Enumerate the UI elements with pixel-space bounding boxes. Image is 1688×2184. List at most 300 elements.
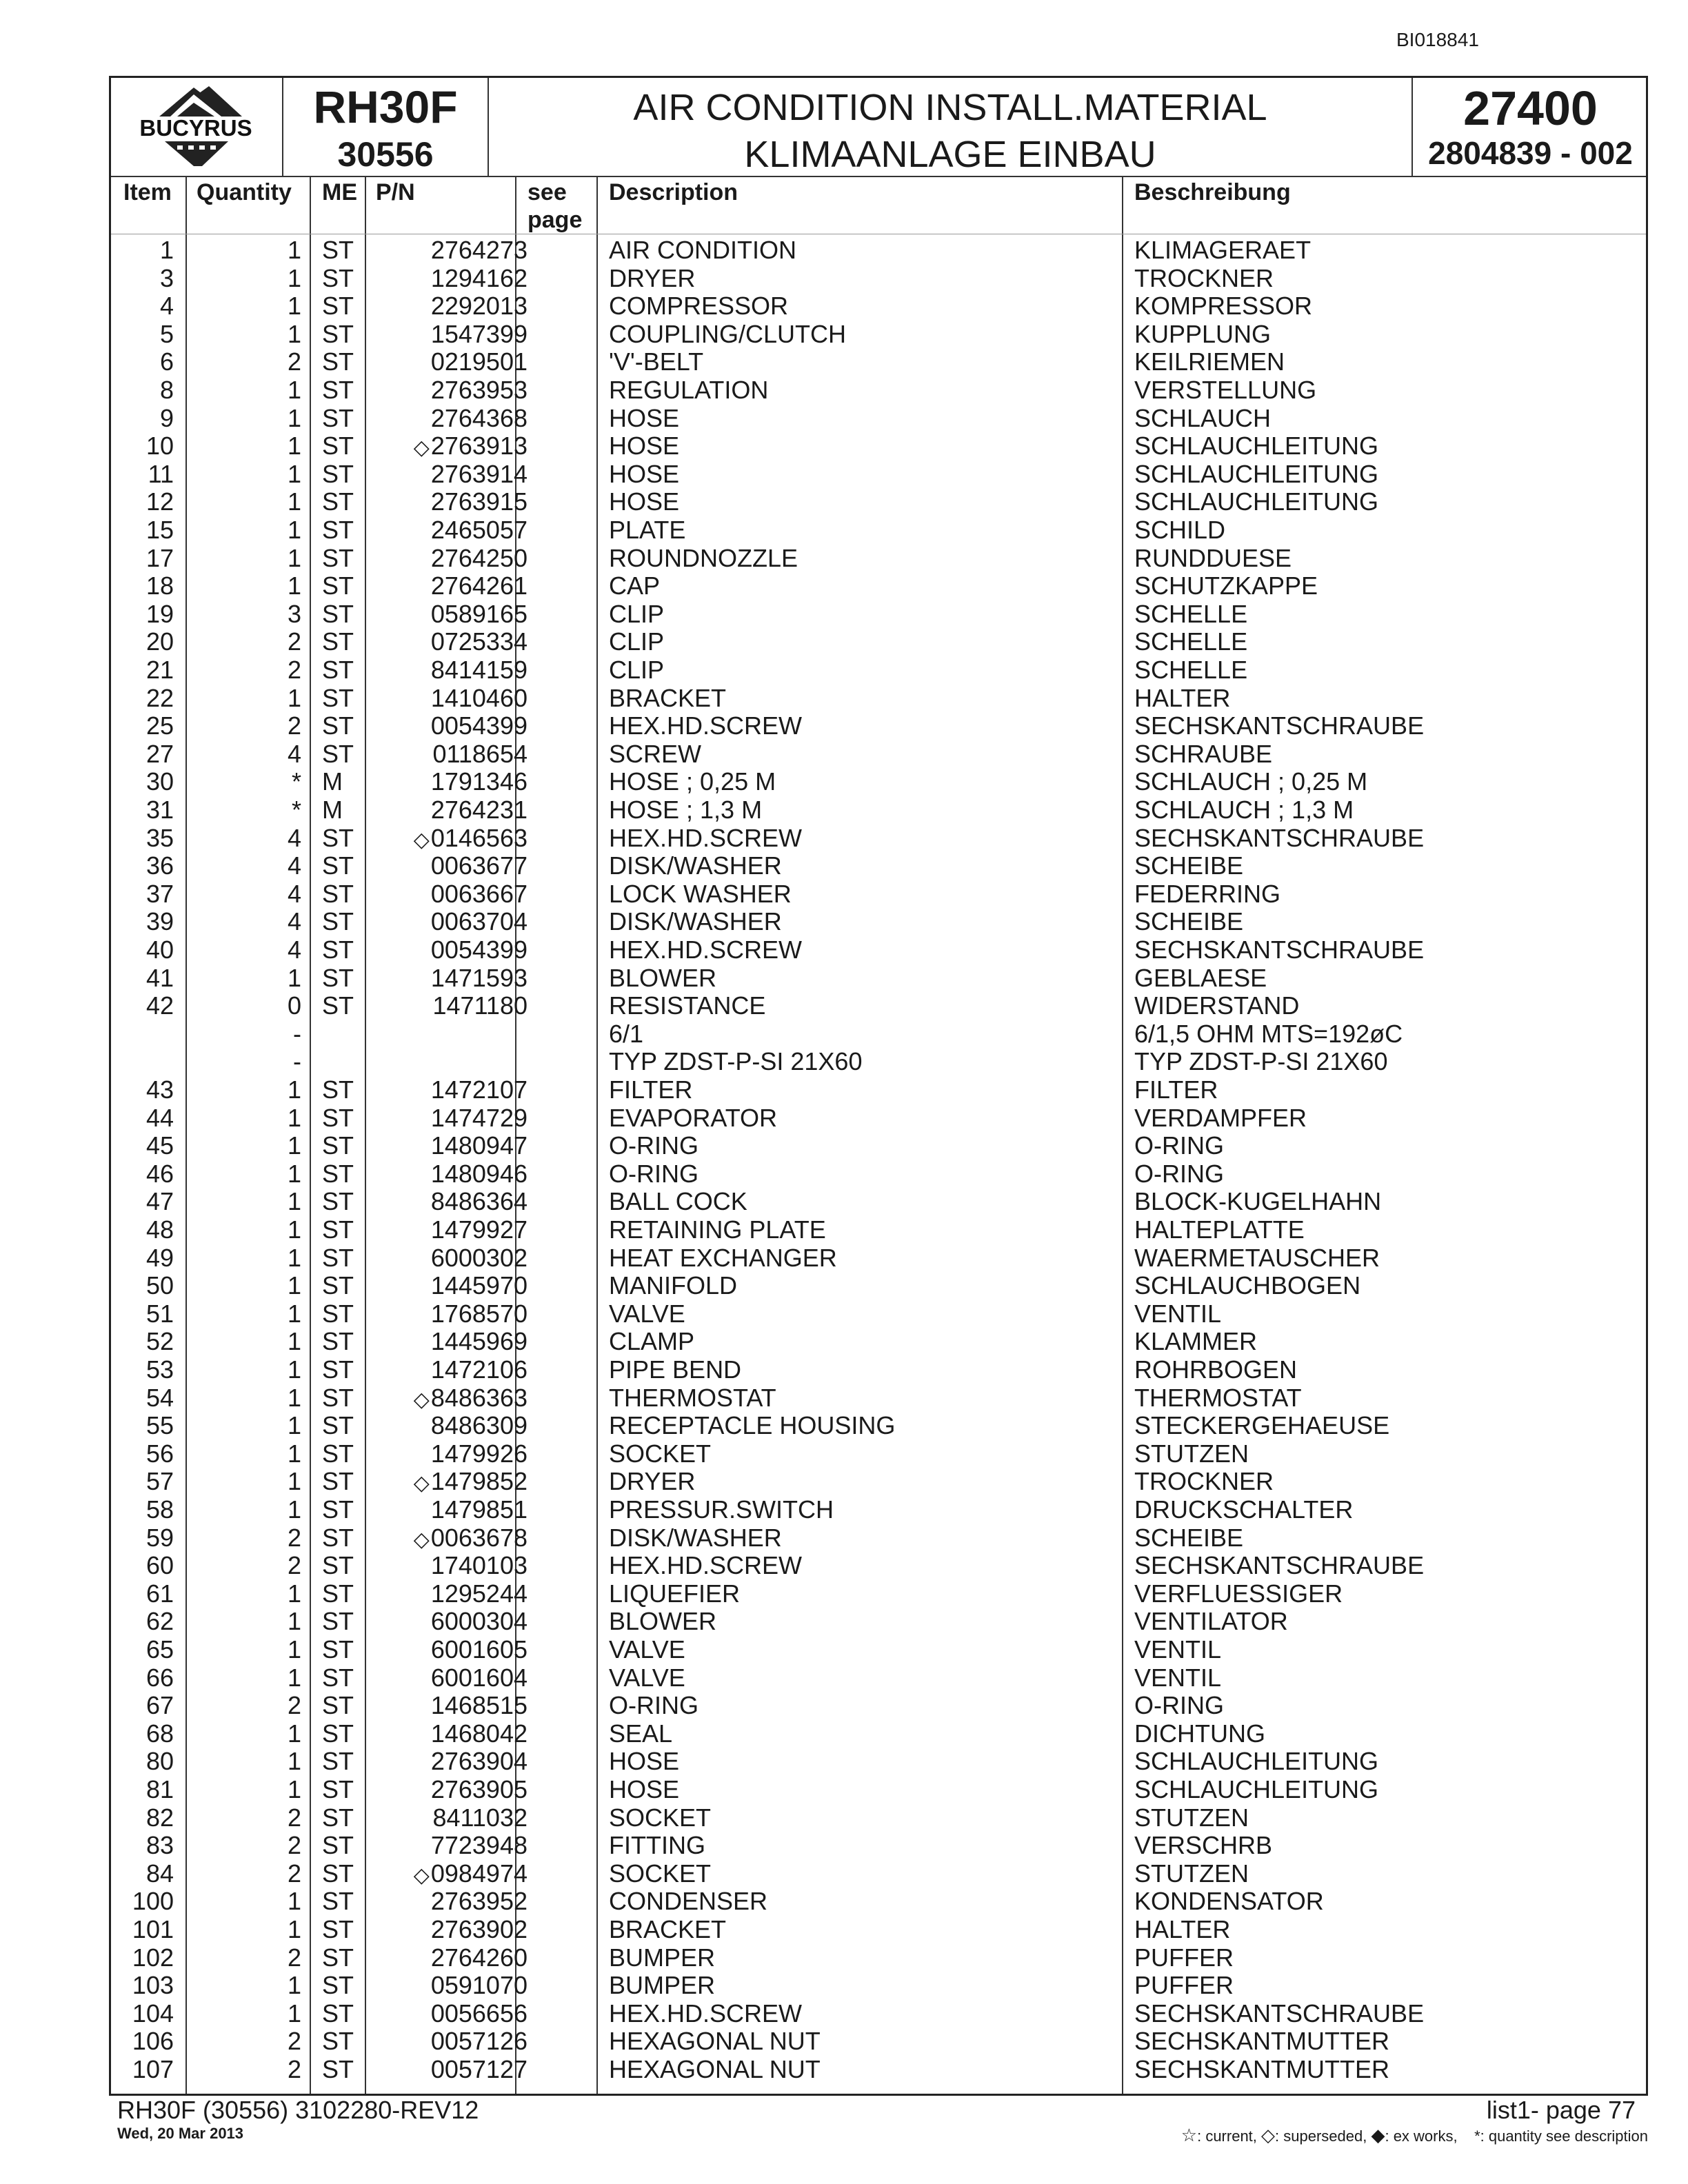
bucyrus-logo-icon xyxy=(111,78,281,173)
part-number-value: 2764260 xyxy=(430,1943,528,1972)
beschreibung-cell: ROHRBOGEN xyxy=(1134,1355,1298,1384)
description-cell: PLATE xyxy=(609,516,686,544)
part-number-cell xyxy=(431,1496,528,1524)
part-number-cell xyxy=(431,488,528,516)
part-number-value: 8486309 xyxy=(430,1411,528,1440)
me-cell: ST xyxy=(322,263,354,292)
part-number-value: 6000304 xyxy=(430,1607,528,1636)
table-row xyxy=(111,2056,1646,2084)
part-number-cell xyxy=(431,348,528,376)
part-number-value: 2465057 xyxy=(430,516,528,544)
part-number-value: 1468042 xyxy=(430,1719,528,1748)
part-number-cell xyxy=(431,2056,528,2084)
me-cell: ST xyxy=(322,683,354,712)
quantity-cell: 1 xyxy=(287,1103,301,1132)
part-number-cell xyxy=(431,1832,528,1860)
item-cell: 68 xyxy=(145,1719,174,1748)
part-number-cell xyxy=(431,1412,528,1440)
part-number-cell xyxy=(431,1636,528,1664)
me-cell: ST xyxy=(322,1859,354,1888)
table-row xyxy=(111,825,1646,853)
table-row xyxy=(111,545,1646,573)
part-number-cell xyxy=(431,1272,528,1300)
me-cell: ST xyxy=(322,1411,354,1440)
part-number-cell xyxy=(431,1776,528,1804)
me-cell: ST xyxy=(322,572,354,600)
part-number-cell xyxy=(431,852,528,880)
description-cell: BRACKET xyxy=(609,683,727,712)
table-row xyxy=(111,1804,1646,1832)
me-cell: ST xyxy=(322,1775,354,1803)
table-row xyxy=(111,1552,1646,1580)
beschreibung-cell: 6/1,5 OHM MTS=192øC xyxy=(1134,1019,1403,1048)
quantity-cell: 1 xyxy=(287,292,301,321)
superseded-diamond-icon: ◇ xyxy=(413,436,430,460)
description-cell: 'V'-BELT xyxy=(609,347,704,376)
beschreibung-cell: SECHSKANTSCHRAUBE xyxy=(1134,823,1425,852)
part-number-value: 2763952 xyxy=(430,1887,528,1916)
me-cell: ST xyxy=(322,1635,354,1664)
item-cell: 80 xyxy=(145,1747,174,1776)
part-number-value: 0057127 xyxy=(430,2055,528,2083)
description-cell: ROUNDNOZZLE xyxy=(609,543,798,572)
description-cell: HOSE ; 1,3 M xyxy=(609,796,763,824)
part-number-cell xyxy=(431,908,528,936)
me-cell: ST xyxy=(322,823,354,852)
me-cell: ST xyxy=(322,1103,354,1132)
table-row xyxy=(111,656,1646,685)
quantity-cell: 2 xyxy=(287,2027,301,2056)
item-cell: 37 xyxy=(145,879,174,908)
part-number-cell xyxy=(431,1440,528,1468)
column-headers xyxy=(111,176,1646,234)
me-cell: ST xyxy=(322,936,354,964)
item-cell: 53 xyxy=(145,1355,174,1384)
beschreibung-cell: SECHSKANTSCHRAUBE xyxy=(1134,1551,1425,1580)
me-cell: ST xyxy=(322,292,354,321)
description-cell: HEAT EXCHANGER xyxy=(609,1243,837,1272)
superseded-diamond-icon: ◇ xyxy=(413,1388,430,1411)
item-cell: 40 xyxy=(145,936,174,964)
table-row xyxy=(111,1832,1646,1860)
table-row xyxy=(111,1132,1646,1160)
part-number-value: 1295244 xyxy=(430,1579,528,1608)
part-number-value: 2764231 xyxy=(430,796,528,824)
quantity-cell: 1 xyxy=(287,319,301,348)
beschreibung-cell: SECHSKANTMUTTER xyxy=(1134,2027,1390,2056)
item-cell: 15 xyxy=(145,516,174,544)
part-number-value: 2763904 xyxy=(430,1747,528,1776)
table-row xyxy=(111,461,1646,489)
part-number-value: 8414159 xyxy=(430,656,528,684)
table-row xyxy=(111,1972,1646,2000)
table-row xyxy=(111,1916,1646,1944)
group-number: 27400 xyxy=(1463,81,1598,135)
superseded-diamond-icon: ◇ xyxy=(413,1863,430,1887)
part-number-value: 1479926 xyxy=(430,1439,528,1468)
part-number-value: 1480946 xyxy=(430,1159,528,1188)
part-number-value: 1791346 xyxy=(430,767,528,796)
part-number-value: 0063667 xyxy=(430,879,528,908)
beschreibung-cell: VENTIL xyxy=(1134,1663,1222,1692)
item-cell: 9 xyxy=(159,403,174,432)
quantity-cell: 1 xyxy=(287,572,301,600)
quantity-cell: 4 xyxy=(287,739,301,768)
item-cell: 12 xyxy=(145,487,174,516)
table-row xyxy=(111,348,1646,376)
me-cell: ST xyxy=(322,347,354,376)
me-cell: ST xyxy=(322,1523,354,1552)
quantity-cell: 1 xyxy=(287,1635,301,1664)
item-cell: 42 xyxy=(145,991,174,1020)
me-cell: M xyxy=(322,796,343,824)
item-cell: 56 xyxy=(145,1439,174,1468)
beschreibung-cell: SCHLAUCHLEITUNG xyxy=(1134,487,1379,516)
description-cell: HOSE xyxy=(609,1747,680,1776)
quantity-cell: 1 xyxy=(287,683,301,712)
part-number-value: 1480947 xyxy=(430,1131,528,1160)
quantity-cell: 1 xyxy=(287,1215,301,1244)
beschreibung-cell: WAERMETAUSCHER xyxy=(1134,1243,1380,1272)
table-row xyxy=(111,292,1646,321)
header-see-page xyxy=(528,179,582,234)
me-cell: ST xyxy=(322,1579,354,1608)
description-cell: REGULATION xyxy=(609,376,769,404)
me-cell: ST xyxy=(322,1243,354,1272)
item-cell: 67 xyxy=(145,1691,174,1720)
description-cell: HEXAGONAL NUT xyxy=(609,2027,821,2056)
item-cell: 55 xyxy=(145,1411,174,1440)
quantity-cell: 2 xyxy=(287,1551,301,1580)
description-cell: DISK/WASHER xyxy=(609,1523,782,1552)
part-number-cell xyxy=(431,1664,528,1692)
superseded-diamond-icon: ◇ xyxy=(413,1528,430,1551)
superseded-diamond-icon: ◇ xyxy=(413,1472,430,1495)
diamond-filled-icon: ◆ xyxy=(1371,2125,1385,2145)
description-cell: PRESSUR.SWITCH xyxy=(609,1495,834,1524)
me-cell: ST xyxy=(322,487,354,516)
me-cell: ST xyxy=(322,1439,354,1468)
quantity-cell: 4 xyxy=(287,936,301,964)
table-row xyxy=(111,685,1646,713)
item-cell: 39 xyxy=(145,907,174,936)
item-cell: 18 xyxy=(145,572,174,600)
beschreibung-cell: SECHSKANTSCHRAUBE xyxy=(1134,936,1425,964)
description-cell: HOSE xyxy=(609,432,680,461)
me-cell: ST xyxy=(322,1495,354,1524)
description-cell: BLOWER xyxy=(609,963,717,992)
description-cell: HOSE xyxy=(609,459,680,488)
header-item: Item xyxy=(123,179,172,205)
description-cell: HOSE xyxy=(609,487,680,516)
me-cell: ST xyxy=(322,459,354,488)
part-number-cell xyxy=(431,1720,528,1748)
item-cell: 84 xyxy=(145,1859,174,1888)
beschreibung-cell: HALTEPLATTE xyxy=(1134,1215,1305,1244)
item-cell: 48 xyxy=(145,1215,174,1244)
legend-exworks: : ex works, xyxy=(1385,2127,1458,2145)
quantity-cell: 1 xyxy=(287,1243,301,1272)
part-number-cell xyxy=(414,825,528,855)
table-row xyxy=(111,405,1646,433)
footer-page-number: list1- page 77 xyxy=(1486,2096,1636,2124)
description-cell: THERMOSTAT xyxy=(609,1383,776,1412)
description-cell: FILTER xyxy=(609,1075,693,1104)
me-cell: ST xyxy=(322,1887,354,1916)
part-number-value: 1445970 xyxy=(430,1271,528,1300)
description-cell: CLAMP xyxy=(609,1327,695,1356)
quantity-cell: 1 xyxy=(287,543,301,572)
table-row xyxy=(111,628,1646,656)
item-cell: 51 xyxy=(145,1299,174,1328)
table-row xyxy=(111,516,1646,545)
me-cell: ST xyxy=(322,1915,354,1943)
table-row xyxy=(111,1356,1646,1384)
part-number-value: 2763913 xyxy=(430,432,528,461)
item-cell: 17 xyxy=(145,543,174,572)
item-cell: 44 xyxy=(145,1103,174,1132)
quantity-cell: 1 xyxy=(287,487,301,516)
part-number-cell xyxy=(431,1552,528,1580)
beschreibung-cell: FEDERRING xyxy=(1134,879,1281,908)
description-cell: BUMPER xyxy=(609,1971,716,2000)
quantity-cell: 1 xyxy=(287,263,301,292)
beschreibung-cell: SCHLAUCHLEITUNG xyxy=(1134,1775,1379,1803)
table-row xyxy=(111,1104,1646,1133)
item-cell: 19 xyxy=(145,599,174,628)
part-number-cell xyxy=(431,656,528,685)
part-number-cell xyxy=(431,1244,528,1273)
part-number-value: 2764261 xyxy=(430,572,528,600)
drawing-number: 2804839 - 002 xyxy=(1428,135,1633,171)
part-number-value: 0725334 xyxy=(430,627,528,656)
part-number-cell xyxy=(431,1132,528,1160)
me-cell: ST xyxy=(322,2055,354,2083)
part-number-cell xyxy=(431,768,528,796)
part-number-value: 1740103 xyxy=(430,1551,528,1580)
table-row xyxy=(111,852,1646,880)
item-cell: 60 xyxy=(145,1551,174,1580)
table-row xyxy=(111,2000,1646,2028)
beschreibung-cell: SCHUTZKAPPE xyxy=(1134,572,1318,600)
description-cell: VALVE xyxy=(609,1663,685,1692)
item-cell: 107 xyxy=(132,2055,174,2083)
description-cell: COMPRESSOR xyxy=(609,292,789,321)
group-cell xyxy=(1413,78,1648,176)
part-number-value: 8486363 xyxy=(430,1383,528,1412)
quantity-cell: 1 xyxy=(287,1327,301,1356)
table-row xyxy=(111,1300,1646,1328)
part-number-value: 1294162 xyxy=(430,263,528,292)
beschreibung-cell: TYP ZDST-P-SI 21X60 xyxy=(1134,1047,1388,1076)
part-number-value: 2292013 xyxy=(430,292,528,321)
me-cell: ST xyxy=(322,319,354,348)
item-cell: 81 xyxy=(145,1775,174,1803)
part-number-cell xyxy=(414,1860,528,1890)
part-number-value: 1479852 xyxy=(430,1467,528,1496)
part-number-value: 1471593 xyxy=(430,963,528,992)
table-row xyxy=(111,1076,1646,1104)
title-english: AIR CONDITION INSTALL.MATERIAL xyxy=(633,87,1267,128)
beschreibung-cell: SECHSKANTSCHRAUBE xyxy=(1134,711,1425,740)
description-cell: DRYER xyxy=(609,1467,696,1496)
part-number-cell xyxy=(431,964,528,993)
quantity-cell: 2 xyxy=(287,1859,301,1888)
table-row xyxy=(111,1636,1646,1664)
part-number-value: 1410460 xyxy=(430,683,528,712)
me-cell: ST xyxy=(322,627,354,656)
quantity-cell: 1 xyxy=(287,516,301,544)
part-number-cell xyxy=(431,936,528,964)
beschreibung-cell: STUTZEN xyxy=(1134,1439,1249,1468)
part-number-value: 1479851 xyxy=(430,1495,528,1524)
part-number-cell xyxy=(431,1188,528,1216)
part-number-value: 6000302 xyxy=(430,1243,528,1272)
item-cell: 52 xyxy=(145,1327,174,1356)
table-row xyxy=(111,1468,1646,1496)
title-cell xyxy=(489,78,1413,176)
quantity-cell: 1 xyxy=(287,1495,301,1524)
beschreibung-cell: VENTIL xyxy=(1134,1635,1222,1664)
me-cell: ST xyxy=(322,1691,354,1720)
quantity-cell: 1 xyxy=(287,376,301,404)
part-number-value: 2764273 xyxy=(430,236,528,264)
part-number-cell xyxy=(431,1916,528,1944)
item-cell: 41 xyxy=(145,963,174,992)
description-cell: CLIP xyxy=(609,656,665,684)
item-cell: 58 xyxy=(145,1495,174,1524)
item-cell: 31 xyxy=(145,796,174,824)
item-cell: 25 xyxy=(145,711,174,740)
me-cell: ST xyxy=(322,851,354,880)
superseded-diamond-icon: ◇ xyxy=(413,828,430,851)
quantity-cell: 1 xyxy=(287,1383,301,1412)
description-cell: MANIFOLD xyxy=(609,1271,738,1300)
part-number-cell xyxy=(431,461,528,489)
part-number-cell xyxy=(431,236,528,265)
part-number-cell xyxy=(431,1580,528,1608)
quantity-cell: 1 xyxy=(287,1775,301,1803)
beschreibung-cell: SCHILD xyxy=(1134,516,1226,544)
part-number-cell xyxy=(431,1888,528,1916)
table-row xyxy=(111,1524,1646,1553)
description-cell: COUPLING/CLUTCH xyxy=(609,319,847,348)
beschreibung-cell: KLAMMER xyxy=(1134,1327,1258,1356)
part-number-cell xyxy=(431,292,528,321)
item-cell: 4 xyxy=(159,292,174,321)
description-cell: RECEPTACLE HOUSING xyxy=(609,1411,896,1440)
beschreibung-cell: HALTER xyxy=(1134,1915,1231,1943)
description-cell: HEXAGONAL NUT xyxy=(609,2055,821,2083)
part-number-value: 1768570 xyxy=(430,1299,528,1328)
model-name: RH30F xyxy=(313,81,458,132)
description-cell: HOSE xyxy=(609,1775,680,1803)
me-cell: ST xyxy=(322,1131,354,1160)
description-cell: SOCKET xyxy=(609,1439,712,1468)
item-cell: 102 xyxy=(132,1943,174,1972)
me-cell: ST xyxy=(322,403,354,432)
quantity-cell: 2 xyxy=(287,1943,301,1972)
description-cell: SEAL xyxy=(609,1719,673,1748)
part-number-cell xyxy=(431,321,528,349)
part-number-value: 1547399 xyxy=(430,319,528,348)
beschreibung-cell: SCHLAUCH ; 0,25 M xyxy=(1134,767,1368,796)
me-cell: ST xyxy=(322,1383,354,1412)
table-row xyxy=(111,992,1646,1020)
item-cell: 45 xyxy=(145,1131,174,1160)
description-cell: CAP xyxy=(609,572,661,600)
header-beschreibung: Beschreibung xyxy=(1134,179,1291,205)
part-number-value: 0118654 xyxy=(432,739,528,768)
quantity-cell: 4 xyxy=(287,851,301,880)
me-cell: ST xyxy=(322,711,354,740)
beschreibung-cell: KEILRIEMEN xyxy=(1134,347,1285,376)
part-number-cell xyxy=(431,1104,528,1133)
header-description: Description xyxy=(609,179,738,205)
part-number-value: 2763953 xyxy=(430,376,528,404)
table-row xyxy=(111,1888,1646,1916)
part-number-value: 1479927 xyxy=(430,1215,528,1244)
table-row xyxy=(111,880,1646,909)
part-number-value: 2764250 xyxy=(430,543,528,572)
beschreibung-cell: VERFLUESSIGER xyxy=(1134,1579,1343,1608)
item-cell: 21 xyxy=(145,656,174,684)
quantity-cell: 1 xyxy=(287,1271,301,1300)
table-row xyxy=(111,1776,1646,1804)
quantity-cell: 1 xyxy=(287,1579,301,1608)
item-cell: 57 xyxy=(145,1467,174,1496)
quantity-cell: 2 xyxy=(287,627,301,656)
part-number-value: 0063678 xyxy=(430,1523,528,1552)
description-cell: BALL COCK xyxy=(609,1187,747,1216)
part-number-cell xyxy=(431,685,528,713)
part-number-cell xyxy=(431,1944,528,1972)
beschreibung-cell: O-RING xyxy=(1134,1131,1224,1160)
description-cell: HEX.HD.SCREW xyxy=(609,711,803,740)
part-number-value: 0054399 xyxy=(430,711,528,740)
item-cell: 47 xyxy=(145,1187,174,1216)
part-number-cell xyxy=(431,516,528,545)
quantity-cell: 1 xyxy=(287,1971,301,2000)
item-cell: 50 xyxy=(145,1271,174,1300)
description-cell: BLOWER xyxy=(609,1607,717,1636)
beschreibung-cell: SECHSKANTSCHRAUBE xyxy=(1134,1999,1425,2028)
item-cell: 22 xyxy=(145,683,174,712)
sheet-header xyxy=(111,78,1646,177)
part-number-cell xyxy=(431,600,528,629)
table-row xyxy=(111,1748,1646,1776)
description-cell: EVAPORATOR xyxy=(609,1103,778,1132)
table-row xyxy=(111,1440,1646,1468)
beschreibung-cell: STUTZEN xyxy=(1134,1803,1249,1832)
beschreibung-cell: VENTILATOR xyxy=(1134,1607,1288,1636)
beschreibung-cell: KONDENSATOR xyxy=(1134,1887,1324,1916)
part-number-value: 0056656 xyxy=(430,1999,528,2028)
beschreibung-cell: SCHELLE xyxy=(1134,599,1248,628)
beschreibung-cell: HALTER xyxy=(1134,683,1231,712)
description-cell: VALVE xyxy=(609,1299,685,1328)
table-row xyxy=(111,908,1646,936)
quantity-cell: 1 xyxy=(287,432,301,461)
table-row xyxy=(111,600,1646,629)
description-cell: RESISTANCE xyxy=(609,991,766,1020)
table-row xyxy=(111,265,1646,293)
quantity-cell: 1 xyxy=(287,1439,301,1468)
header-pn: P/N xyxy=(376,179,415,205)
beschreibung-cell: O-RING xyxy=(1134,1691,1224,1720)
part-number-value: 2764368 xyxy=(430,403,528,432)
part-number-cell xyxy=(414,1468,528,1498)
